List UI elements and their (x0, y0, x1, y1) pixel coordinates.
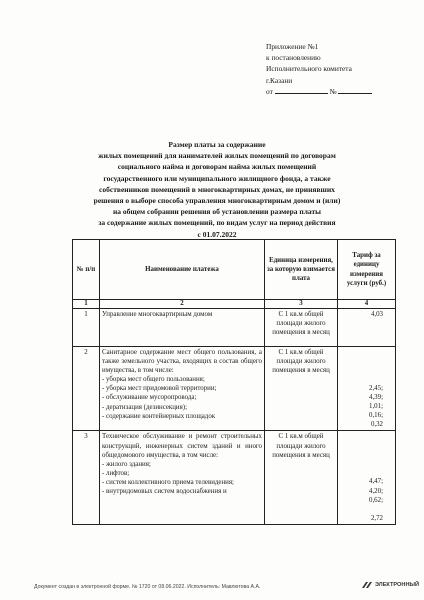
header-unit: Единица измерения, за которую взимается плата (265, 240, 338, 300)
subitem-label: - дератизация (дезинсекция); (102, 403, 187, 411)
header-tariff: Тариф за единицу измерения услуги (руб.) (338, 240, 396, 300)
appendix-line: к постановлению (266, 53, 321, 63)
fees-table (72, 239, 396, 525)
row-service-name: Техническое обслуживание и ремонт строительных конструкций, инженерных систем зданий и иного общедомового имущества, в том числе: (102, 433, 262, 459)
subitem-label: - содержание контейнерных площадок (102, 412, 216, 420)
title-line: на общем собрании решения об установлении размера платы (112, 207, 322, 217)
row-tariff: 4,03 (338, 309, 396, 347)
table-index-row (73, 300, 396, 309)
footer-signature-note: Документ создан в электронной форме. № 1720 от 08.06.2022. Исполнитель: Мавлютова А.А. (34, 584, 261, 590)
row-service-cell (100, 431, 265, 524)
header-num: № п/п (73, 240, 100, 300)
appendix-line: г.Казани (266, 75, 293, 85)
index-cell: 4 (338, 300, 396, 309)
row-unit: С 1 кв.м общей площади жилого помещения в месяц (265, 309, 338, 347)
index-cell: 1 (73, 300, 100, 309)
subitem-value: 2,72 (370, 514, 383, 522)
row-number: 2 (73, 347, 100, 431)
row-tariff-cell (338, 431, 396, 524)
subitem-value: 4,20; (369, 487, 383, 495)
title-line: за содержание жилых помещений, по видам услуг на период действия (98, 218, 336, 228)
index-cell: 2 (100, 300, 265, 309)
subitem-value: 0,16; (369, 412, 383, 420)
subitem-label: - жилого здания; (102, 460, 151, 468)
header-name: Наименование платежа (100, 240, 265, 300)
row-tariff-cell (338, 347, 396, 431)
number-blank (338, 86, 372, 94)
stamp-logo-icon (361, 581, 373, 589)
row-unit: С 1 кв.м общей площади жилого помещения в месяц (265, 347, 338, 431)
appendix-date-number-line (266, 86, 372, 97)
subitem-value: 2,45; (369, 385, 383, 392)
electronic-stamp (361, 581, 419, 589)
title-line: с 01.07.2022 (197, 229, 237, 239)
row-continuation (102, 496, 262, 510)
subitem-value: 4,47; (369, 478, 383, 486)
subitem-label: - обслуживание мусоропровода; (102, 394, 197, 402)
number-prefix: № (329, 86, 337, 96)
title-line: решения о выборе способа управления многоквартирным домом и (или) (93, 196, 341, 206)
title-line: жилых помещений для нанимателей жилых помещений по договорам (98, 151, 336, 161)
row-service-name: Санитарное содержание мест общего пользования, а также земельного участка, входящих в состав общего имущества, в том числе: (102, 349, 262, 375)
subitem-value: 0,62; (369, 496, 383, 504)
index-cell: 3 (265, 300, 338, 309)
subitem-label: - лифтов; (102, 469, 130, 477)
table-header-row (73, 240, 396, 300)
table-row (73, 431, 396, 524)
subitem-label: - уборка мест общего пользования; (102, 376, 205, 384)
appendix-line: Исполнительного комитета (266, 64, 352, 74)
title-line: Размер платы за содержание (168, 140, 266, 149)
table-row (73, 309, 396, 347)
row-service-name: Управление многоквартирным домом (100, 309, 265, 347)
date-prefix: от (266, 86, 273, 96)
title-line: собственников помещений в многоквартирных домах, не принявших (99, 184, 335, 194)
title-line: государственного или муниципального жилищного фонда, а также (103, 173, 331, 183)
title-line: социального найма и договорам найма жилых помещений (117, 162, 317, 172)
subitem-value: 4,39; (369, 394, 383, 402)
subitem-label: - систем коллективного приема телевидения; (102, 478, 234, 486)
subitem-label: - внутридомовых систем водоснабжения и (102, 488, 227, 496)
appendix-header (266, 41, 372, 97)
date-blank (275, 86, 328, 94)
row-number: 3 (73, 431, 100, 524)
subitem-label: - уборка мест придомовой территории; (102, 385, 217, 393)
subitem-value: 0,32 (370, 421, 383, 429)
row-number: 1 (73, 309, 100, 347)
stamp-label: ЭЛЕКТРОННЫЙ (375, 582, 419, 588)
document-title (40, 139, 394, 240)
row-service-cell (100, 347, 265, 431)
table-row (73, 347, 396, 431)
row-unit: С 1 кв.м общей площади жилого помещения в месяц (265, 431, 338, 524)
appendix-title: Приложение №1 (266, 42, 319, 51)
subitem-value: 1,01; (369, 403, 383, 411)
